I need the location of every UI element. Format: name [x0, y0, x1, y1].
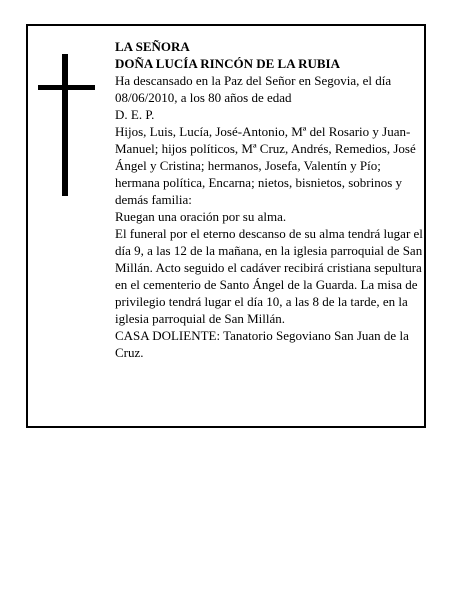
cross-icon	[62, 54, 68, 196]
prayer-request: Ruegan una oración por su alma.	[115, 209, 287, 224]
funeral-details: El funeral por el eterno descanso de su alma tendrá lugar el día 9, a las 12 de la mañana, en la iglesia parroquial de San Millán. Acto seguido el cadáver recibirá cristiana sepultura en el cementerio de Santo Ángel de la Guarda. La misa de privilegio tendrá lugar el día 10, a las 8 de la tarde, en la iglesia parroquial de San Millán.	[115, 226, 423, 326]
obituary-text-block	[115, 38, 427, 361]
family-list: Hijos, Luis, Lucía, José-Antonio, Mª del Rosario y Juan-Manuel; hijos políticos, Mª Cruz, Andrés, Remedios, José Ángel y Cristina; hermanos, Josefa, Valentín y Pío; hermana política, Encarna; nietos, bisnietos, sobrinos y demás familia:	[115, 124, 416, 207]
death-statement: Ha descansado en la Paz del Señor en Segovia, el día 08/06/2010, a los 80 años de edad	[115, 73, 392, 105]
mourning-house: CASA DOLIENTE: Tanatorio Segoviano San Juan de la Cruz.	[115, 328, 409, 360]
notice-heading: LA SEÑORA	[115, 39, 190, 54]
deceased-name: DOÑA LUCÍA RINCÓN DE LA RUBIA	[115, 56, 341, 71]
dep-abbreviation: D. E. P.	[115, 107, 155, 122]
cross-icon-crossbar	[38, 85, 95, 90]
